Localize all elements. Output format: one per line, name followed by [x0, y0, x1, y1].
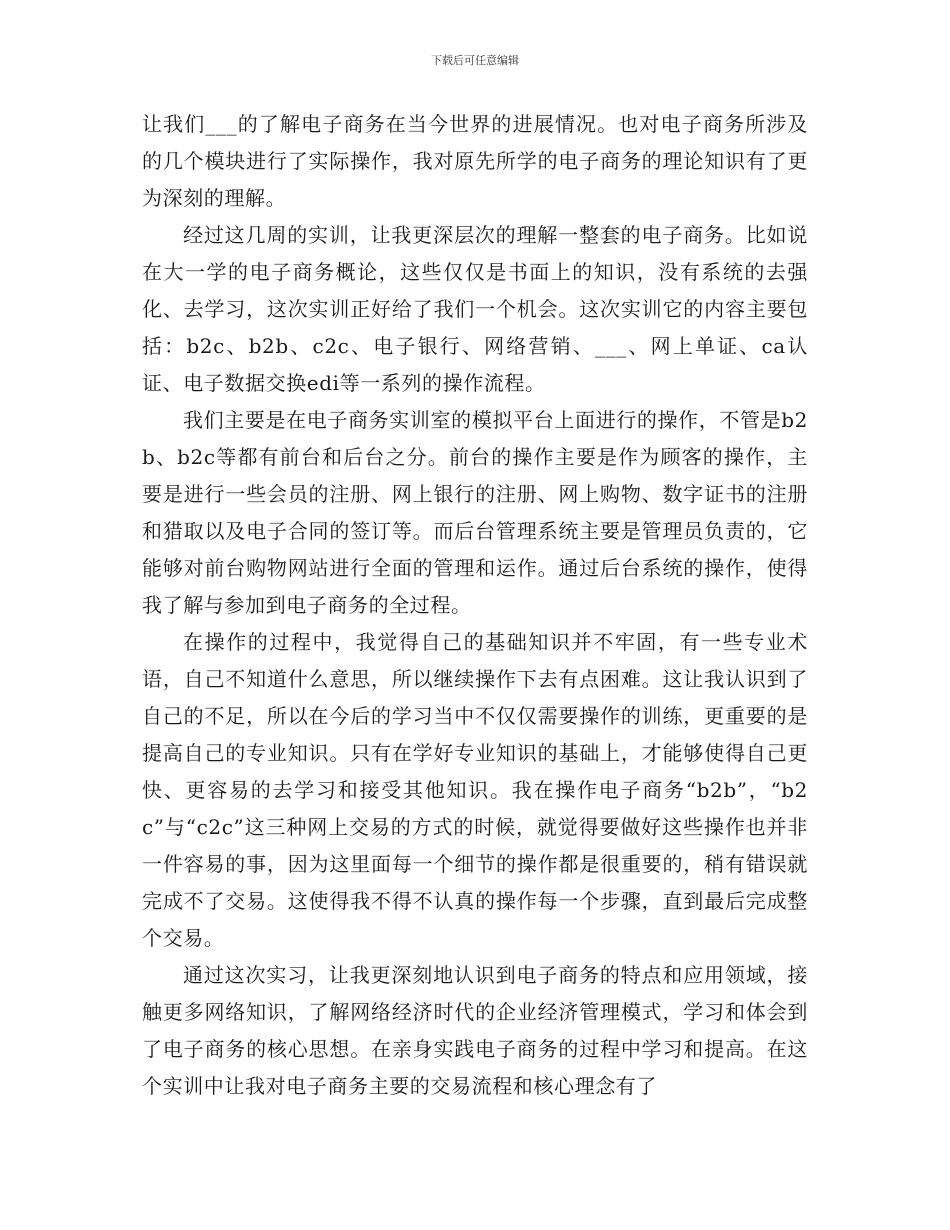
page-header-note: 下载后可任意编辑 [431, 54, 519, 67]
paragraph-3: 我们主要是在电子商务实训室的模拟平台上面进行的操作，不管是b2b、b2c等都有前台和后台之分。前台的操作主要是作为顾客的操作，主要是进行一些会员的注册、网上银行的注册、网上购物、数字证书的注册和猎取以及电子合同的签订等。而后台管理系统主要是管理员负责的，它能够对前台购物网站进行全面的管理和运作。通过后台系统的操作，使得我了解与参加到电子商务的全过程。 [142, 408, 808, 617]
paragraph-1: 让我们___的了解电子商务在当今世界的进展情况。也对电子商务所涉及的几个模块进行了实际操作，我对原先所学的电子商务的理论知识有了更为深刻的理解。 [142, 112, 808, 210]
paragraph-5: 通过这次实习，让我更深刻地认识到电子商务的特点和应用领域，接触更多网络知识，了解网络经济时代的企业经济管理模式，学习和体会到了电子商务的核心思想。在亲身实践电子商务的过程中学习和提高。在这个实训中让我对电子商务主要的交易流程和核心理念有了 [142, 963, 808, 1098]
paragraph-2: 经过这几周的实训，让我更深层次的理解一整套的电子商务。比如说在大一学的电子商务概论，这些仅仅是书面上的知识，没有系统的去强化、去学习，这次实训正好给了我们一个机会。这次实训它的内容主要包括：b2c、b2b、c2c、电子银行、网络营销、___、网上单证、ca认证、电子数据交换edi等一系列的操作流程。 [142, 223, 808, 395]
document-body [142, 106, 808, 1105]
paragraph-4: 在操作的过程中，我觉得自己的基础知识并不牢固，有一些专业术语，自己不知道什么意思，所以继续操作下去有点困难。这让我认识到了自己的不足，所以在今后的学习当中不仅仅需要操作的训练，更重要的是提高自己的专业知识。只有在学好专业知识的基础上，才能够使得自己更快、更容易的去学习和接受其他知识。我在操作电子商务“b2b”，“b2c”与“c2c”这三种网上交易的方式的时候，就觉得要做好这些操作也并非一件容易的事，因为这里面每一个细节的操作都是很重要的，稍有错误就完成不了交易。这使得我不得不认真的操作每一个步骤，直到最后完成整个交易。 [142, 630, 808, 950]
